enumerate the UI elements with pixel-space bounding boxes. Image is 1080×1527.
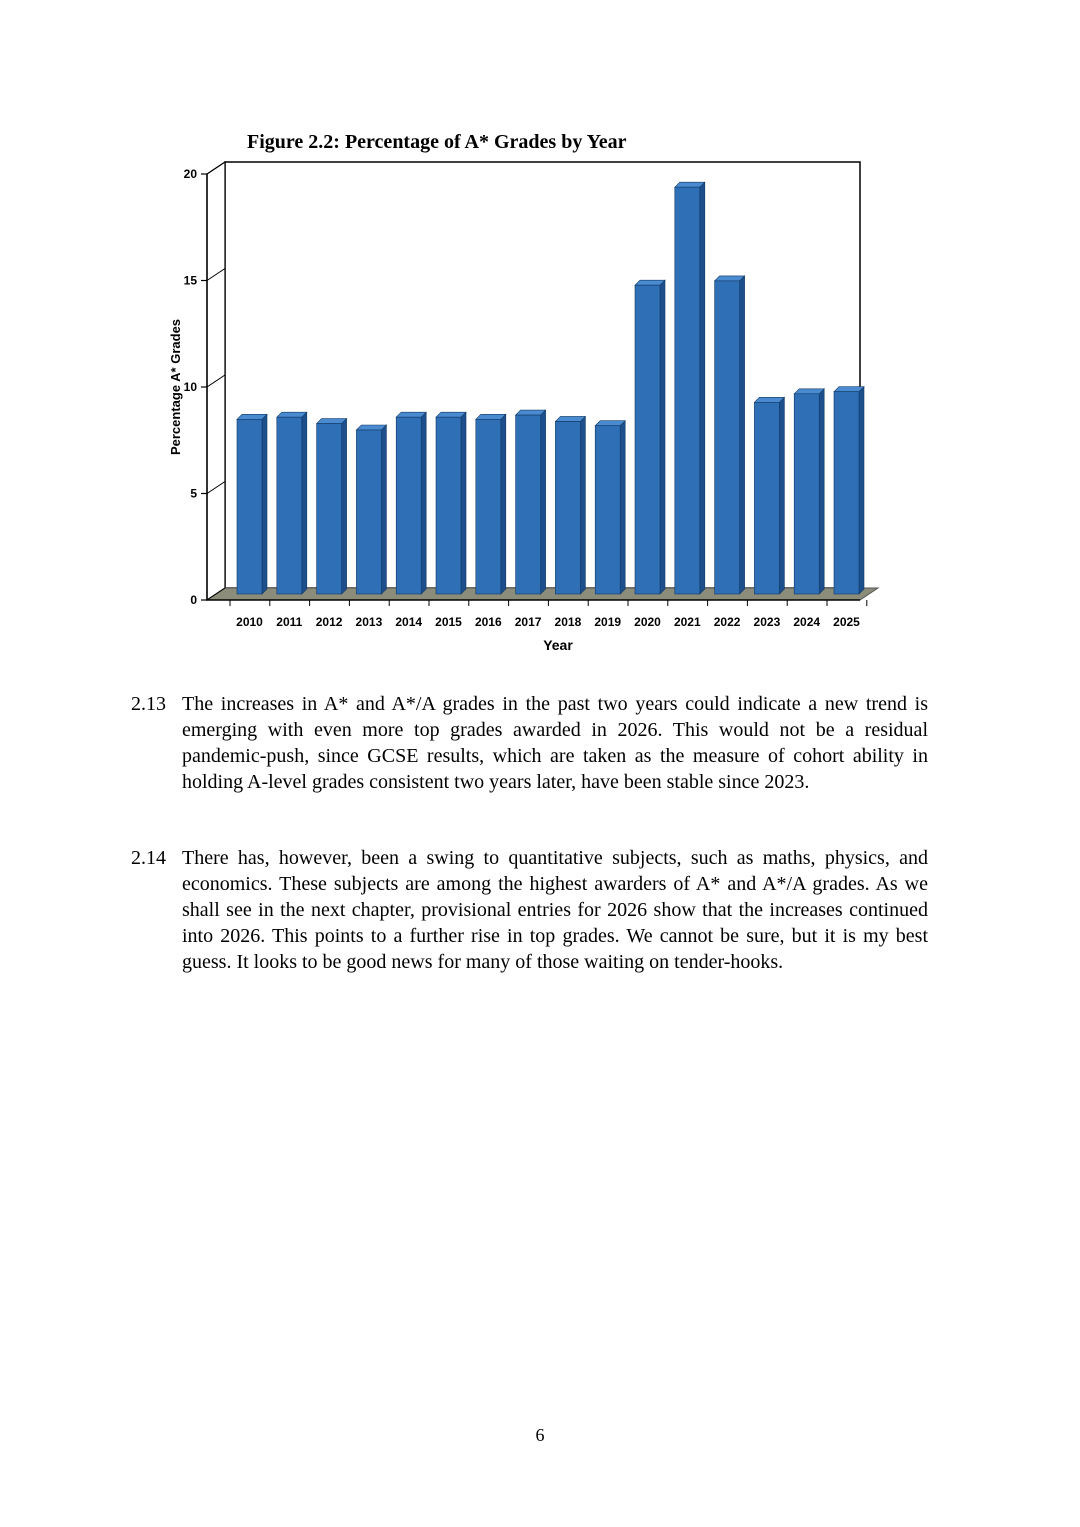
x-tick-label: 2019 bbox=[594, 615, 622, 629]
bar-2021 bbox=[675, 182, 705, 594]
bar-side bbox=[779, 397, 784, 594]
bar-2015 bbox=[436, 412, 466, 594]
bar-front bbox=[317, 424, 342, 594]
bar-front bbox=[476, 419, 501, 594]
x-axis-label: Year bbox=[543, 637, 573, 653]
bar-top bbox=[237, 414, 267, 419]
x-tick-label: 2012 bbox=[315, 615, 343, 629]
bar-side bbox=[700, 182, 705, 594]
bar-side bbox=[262, 414, 267, 594]
bar-front bbox=[794, 394, 819, 594]
x-tick-label: 2022 bbox=[713, 615, 741, 629]
bar-front bbox=[436, 417, 461, 594]
bar-front bbox=[635, 285, 660, 594]
bar-side bbox=[501, 414, 506, 594]
bar-2016 bbox=[476, 414, 506, 594]
bar-top bbox=[277, 412, 307, 417]
x-tick-label: 2011 bbox=[276, 615, 303, 629]
bar-front bbox=[237, 419, 262, 594]
bar-side bbox=[381, 425, 386, 594]
bar-front bbox=[754, 402, 779, 594]
bar-side bbox=[660, 280, 665, 594]
bar-2025 bbox=[834, 387, 864, 594]
bar-top bbox=[635, 280, 665, 285]
bar-side bbox=[541, 410, 546, 594]
bar-side bbox=[461, 412, 466, 594]
bar-2011 bbox=[277, 412, 307, 594]
bar-front bbox=[834, 392, 859, 594]
paragraph-text: There has, however, been a swing to quantitative subjects, such as maths, physics, and economics. These subjects are among the highest awarders of A* and A*/A grades. As we shall see in the next chapter, provisional entries for 2026 show that the increases continued into 2026. This points to a further rise in top grades. We cannot be sure, but it is my best guess. It looks to be good news for many of those waiting on tender-hooks. bbox=[182, 847, 928, 973]
x-tick-label: 2018 bbox=[554, 615, 582, 629]
bar-2010 bbox=[237, 414, 267, 594]
page-number: 6 bbox=[535, 1425, 545, 1445]
bar-top bbox=[317, 419, 347, 424]
x-tick-label: 2013 bbox=[355, 615, 383, 629]
bar-2023 bbox=[754, 397, 784, 594]
bar-top bbox=[754, 397, 784, 402]
bar-2014 bbox=[396, 412, 426, 594]
bar-2020 bbox=[635, 280, 665, 594]
y-tick-label: 0 bbox=[190, 593, 197, 607]
y-tick-label: 15 bbox=[183, 273, 197, 288]
bar-top bbox=[715, 276, 745, 281]
bar-2022 bbox=[715, 276, 745, 594]
x-tick-label: 2017 bbox=[514, 615, 542, 629]
bar-side bbox=[580, 416, 585, 594]
x-tick-label: 2025 bbox=[833, 615, 860, 629]
bar-front bbox=[516, 415, 541, 594]
x-tick-label: 2016 bbox=[474, 615, 502, 629]
paragraph-2-14 bbox=[131, 845, 928, 975]
bar-side bbox=[819, 389, 824, 594]
bar-front bbox=[277, 417, 302, 594]
bar-2013 bbox=[356, 425, 386, 594]
bar-2019 bbox=[595, 421, 625, 594]
bar-side bbox=[421, 412, 426, 594]
y-tick-label: 20 bbox=[183, 167, 197, 181]
bar-top bbox=[834, 387, 864, 392]
bar-side bbox=[302, 412, 307, 594]
bar-2012 bbox=[317, 419, 347, 594]
bar-top bbox=[476, 414, 506, 419]
bar-front bbox=[356, 430, 381, 594]
bar-top bbox=[396, 412, 426, 417]
bar-2018 bbox=[555, 416, 585, 594]
paragraph-number: 2.14 bbox=[131, 847, 166, 869]
bar-top bbox=[794, 389, 824, 394]
paragraph-number: 2.13 bbox=[131, 693, 166, 715]
bar-side bbox=[620, 421, 625, 594]
bar-chart bbox=[160, 160, 900, 665]
bar-front bbox=[595, 426, 620, 594]
y-axis-label: Percentage A* Grades bbox=[168, 318, 183, 456]
bar-top bbox=[356, 425, 386, 430]
bar-front bbox=[715, 281, 740, 594]
figure-title: Figure 2.2: Percentage of A* Grades by Year bbox=[247, 131, 627, 153]
x-tick-label: 2014 bbox=[395, 615, 423, 629]
bar-front bbox=[675, 187, 700, 594]
x-tick-label: 2024 bbox=[793, 615, 821, 629]
y-tick-label: 10 bbox=[183, 380, 197, 394]
paragraph-2-13 bbox=[131, 691, 928, 795]
x-tick-label: 2015 bbox=[435, 615, 462, 629]
x-tick-label: 2010 bbox=[236, 615, 263, 629]
bar-top bbox=[555, 416, 585, 421]
paragraph-text: The increases in A* and A*/A grades in the past two years could indicate a new trend is emerging with even more top grades awarded in 2026. This would not be a residual pandemic-push, since GCSE results, which are taken as the measure of cohort ability in holding A-level grades consistent two years later, have been stable since 2023. bbox=[182, 693, 928, 793]
bar-front bbox=[555, 421, 580, 594]
x-tick-label: 2021 bbox=[673, 615, 701, 629]
bar-top bbox=[675, 182, 705, 187]
bar-side bbox=[859, 387, 864, 594]
x-tick-label: 2023 bbox=[753, 615, 781, 629]
y-tick-label: 5 bbox=[190, 486, 197, 501]
bar-front bbox=[396, 417, 421, 594]
bar-side bbox=[740, 276, 745, 594]
bar-side bbox=[342, 419, 347, 594]
bar-2017 bbox=[516, 410, 546, 594]
bar-2024 bbox=[794, 389, 824, 594]
x-tick-label: 2020 bbox=[634, 615, 661, 629]
bar-top bbox=[595, 421, 625, 426]
bar-top bbox=[516, 410, 546, 415]
bar-top bbox=[436, 412, 466, 417]
x-axis-ticks bbox=[230, 600, 867, 629]
